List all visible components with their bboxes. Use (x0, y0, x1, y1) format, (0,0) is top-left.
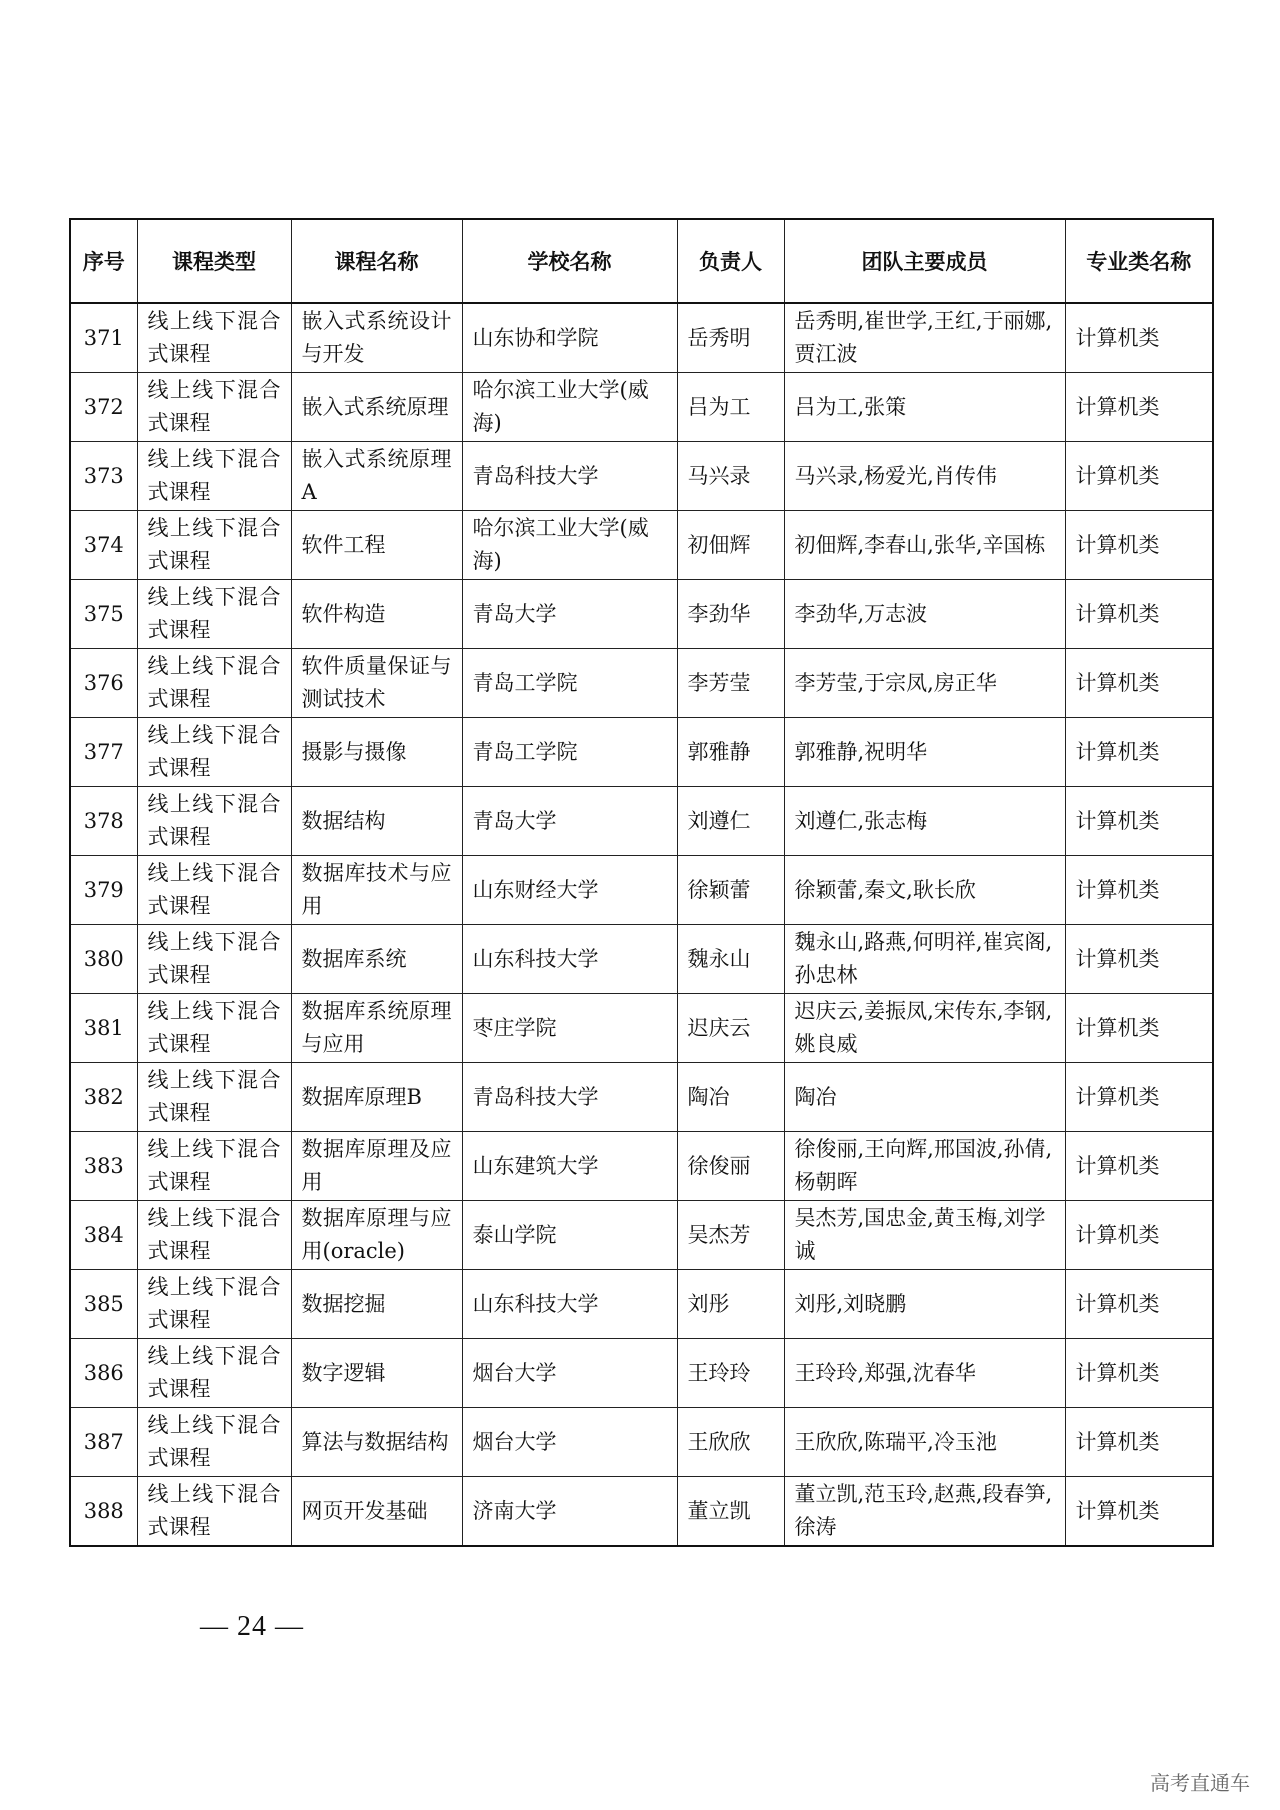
cell-no: 371 (70, 303, 137, 373)
cell-major: 计算机类 (1065, 856, 1213, 925)
cell-course: 数据库原理及应用 (291, 1132, 462, 1201)
cell-leader: 徐颖蕾 (677, 856, 784, 925)
cell-major: 计算机类 (1065, 442, 1213, 511)
cell-major: 计算机类 (1065, 1477, 1213, 1547)
cell-type: 线上线下混合式课程 (137, 580, 291, 649)
header-course: 课程名称 (291, 219, 462, 303)
course-table (69, 218, 1214, 1547)
table-row (70, 856, 1213, 925)
cell-leader: 迟庆云 (677, 994, 784, 1063)
cell-course: 数据挖掘 (291, 1270, 462, 1339)
cell-no: 382 (70, 1063, 137, 1132)
cell-course: 软件构造 (291, 580, 462, 649)
cell-type: 线上线下混合式课程 (137, 787, 291, 856)
cell-type: 线上线下混合式课程 (137, 442, 291, 511)
cell-course: 算法与数据结构 (291, 1408, 462, 1477)
header-members: 团队主要成员 (784, 219, 1065, 303)
cell-no: 381 (70, 994, 137, 1063)
cell-school: 青岛工学院 (462, 718, 677, 787)
cell-school: 青岛科技大学 (462, 1063, 677, 1132)
cell-type: 线上线下混合式课程 (137, 511, 291, 580)
cell-type: 线上线下混合式课程 (137, 1132, 291, 1201)
cell-school: 济南大学 (462, 1477, 677, 1547)
cell-school: 青岛大学 (462, 580, 677, 649)
cell-type: 线上线下混合式课程 (137, 856, 291, 925)
cell-no: 383 (70, 1132, 137, 1201)
cell-type: 线上线下混合式课程 (137, 925, 291, 994)
cell-members: 吴杰芳,国忠金,黄玉梅,刘学诚 (784, 1201, 1065, 1270)
header-no: 序号 (70, 219, 137, 303)
cell-leader: 陶冶 (677, 1063, 784, 1132)
table-row (70, 1339, 1213, 1408)
cell-type: 线上线下混合式课程 (137, 1063, 291, 1132)
cell-major: 计算机类 (1065, 1201, 1213, 1270)
cell-leader: 刘遵仁 (677, 787, 784, 856)
table-row (70, 1132, 1213, 1201)
table-row (70, 1270, 1213, 1339)
table-row (70, 925, 1213, 994)
cell-no: 387 (70, 1408, 137, 1477)
cell-school: 烟台大学 (462, 1339, 677, 1408)
cell-major: 计算机类 (1065, 580, 1213, 649)
table-row (70, 580, 1213, 649)
cell-type: 线上线下混合式课程 (137, 718, 291, 787)
table-row (70, 303, 1213, 373)
cell-leader: 王欣欣 (677, 1408, 784, 1477)
cell-school: 泰山学院 (462, 1201, 677, 1270)
cell-school: 青岛科技大学 (462, 442, 677, 511)
cell-course: 数据库系统原理与应用 (291, 994, 462, 1063)
cell-no: 372 (70, 373, 137, 442)
cell-leader: 初佃辉 (677, 511, 784, 580)
cell-members: 董立凯,范玉玲,赵燕,段春笋,徐涛 (784, 1477, 1065, 1547)
cell-type: 线上线下混合式课程 (137, 1477, 291, 1547)
cell-leader: 李芳莹 (677, 649, 784, 718)
cell-no: 375 (70, 580, 137, 649)
cell-leader: 郭雅静 (677, 718, 784, 787)
cell-leader: 吕为工 (677, 373, 784, 442)
cell-course: 网页开发基础 (291, 1477, 462, 1547)
table-row (70, 511, 1213, 580)
cell-type: 线上线下混合式课程 (137, 1339, 291, 1408)
page-number: — 24 — (200, 1611, 304, 1642)
cell-course: 数据库原理B (291, 1063, 462, 1132)
table-row (70, 994, 1213, 1063)
cell-no: 373 (70, 442, 137, 511)
cell-no: 380 (70, 925, 137, 994)
cell-major: 计算机类 (1065, 994, 1213, 1063)
header-leader: 负责人 (677, 219, 784, 303)
cell-members: 徐颖蕾,秦文,耿长欣 (784, 856, 1065, 925)
cell-type: 线上线下混合式课程 (137, 1201, 291, 1270)
cell-school: 山东建筑大学 (462, 1132, 677, 1201)
table-row (70, 1408, 1213, 1477)
cell-members: 初佃辉,李春山,张华,辛国栋 (784, 511, 1065, 580)
cell-members: 魏永山,路燕,何明祥,崔宾阁,孙忠林 (784, 925, 1065, 994)
cell-leader: 李劲华 (677, 580, 784, 649)
cell-school: 哈尔滨工业大学(威海) (462, 511, 677, 580)
cell-leader: 魏永山 (677, 925, 784, 994)
cell-members: 王欣欣,陈瑞平,冷玉池 (784, 1408, 1065, 1477)
cell-no: 385 (70, 1270, 137, 1339)
cell-course: 软件质量保证与测试技术 (291, 649, 462, 718)
cell-type: 线上线下混合式课程 (137, 1270, 291, 1339)
cell-members: 王玲玲,郑强,沈春华 (784, 1339, 1065, 1408)
cell-school: 哈尔滨工业大学(威海) (462, 373, 677, 442)
table-row (70, 787, 1213, 856)
watermark: 高考直通车 (1150, 1771, 1250, 1795)
cell-no: 377 (70, 718, 137, 787)
cell-major: 计算机类 (1065, 373, 1213, 442)
cell-members: 陶冶 (784, 1063, 1065, 1132)
cell-leader: 马兴录 (677, 442, 784, 511)
cell-major: 计算机类 (1065, 925, 1213, 994)
cell-school: 烟台大学 (462, 1408, 677, 1477)
cell-school: 山东科技大学 (462, 1270, 677, 1339)
cell-no: 379 (70, 856, 137, 925)
cell-members: 李劲华,万志波 (784, 580, 1065, 649)
cell-members: 李芳莹,于宗凤,房正华 (784, 649, 1065, 718)
table-body (70, 303, 1213, 1546)
cell-major: 计算机类 (1065, 1408, 1213, 1477)
cell-course: 数据库系统 (291, 925, 462, 994)
cell-course: 软件工程 (291, 511, 462, 580)
cell-no: 378 (70, 787, 137, 856)
cell-members: 刘遵仁,张志梅 (784, 787, 1065, 856)
cell-leader: 董立凯 (677, 1477, 784, 1547)
table-row (70, 1201, 1213, 1270)
cell-course: 嵌入式系统原理A (291, 442, 462, 511)
table-row (70, 373, 1213, 442)
cell-leader: 岳秀明 (677, 303, 784, 373)
cell-no: 374 (70, 511, 137, 580)
table-header-row (70, 219, 1213, 303)
cell-major: 计算机类 (1065, 787, 1213, 856)
cell-school: 青岛大学 (462, 787, 677, 856)
table-row (70, 1477, 1213, 1547)
cell-major: 计算机类 (1065, 1339, 1213, 1408)
cell-members: 马兴录,杨爱光,肖传伟 (784, 442, 1065, 511)
cell-members: 郭雅静,祝明华 (784, 718, 1065, 787)
cell-type: 线上线下混合式课程 (137, 994, 291, 1063)
cell-course: 数据库原理与应用(oracle) (291, 1201, 462, 1270)
table-row (70, 442, 1213, 511)
cell-major: 计算机类 (1065, 511, 1213, 580)
cell-course: 数据结构 (291, 787, 462, 856)
cell-type: 线上线下混合式课程 (137, 649, 291, 718)
cell-major: 计算机类 (1065, 718, 1213, 787)
cell-leader: 王玲玲 (677, 1339, 784, 1408)
cell-school: 青岛工学院 (462, 649, 677, 718)
cell-course: 数字逻辑 (291, 1339, 462, 1408)
cell-school: 山东协和学院 (462, 303, 677, 373)
cell-type: 线上线下混合式课程 (137, 373, 291, 442)
cell-leader: 刘彤 (677, 1270, 784, 1339)
cell-type: 线上线下混合式课程 (137, 1408, 291, 1477)
cell-major: 计算机类 (1065, 303, 1213, 373)
cell-school: 山东科技大学 (462, 925, 677, 994)
cell-no: 386 (70, 1339, 137, 1408)
cell-members: 迟庆云,姜振凤,宋传东,李钢,姚良威 (784, 994, 1065, 1063)
header-type: 课程类型 (137, 219, 291, 303)
cell-school: 山东财经大学 (462, 856, 677, 925)
cell-major: 计算机类 (1065, 649, 1213, 718)
cell-major: 计算机类 (1065, 1063, 1213, 1132)
cell-course: 嵌入式系统设计与开发 (291, 303, 462, 373)
cell-type: 线上线下混合式课程 (137, 303, 291, 373)
table-row (70, 718, 1213, 787)
cell-leader: 徐俊丽 (677, 1132, 784, 1201)
cell-no: 384 (70, 1201, 137, 1270)
table-row (70, 649, 1213, 718)
cell-members: 徐俊丽,王向辉,邢国波,孙倩,杨朝晖 (784, 1132, 1065, 1201)
cell-members: 吕为工,张策 (784, 373, 1065, 442)
cell-major: 计算机类 (1065, 1132, 1213, 1201)
cell-course: 数据库技术与应用 (291, 856, 462, 925)
header-school: 学校名称 (462, 219, 677, 303)
cell-course: 嵌入式系统原理 (291, 373, 462, 442)
header-major: 专业类名称 (1065, 219, 1213, 303)
table-row (70, 1063, 1213, 1132)
cell-leader: 吴杰芳 (677, 1201, 784, 1270)
cell-members: 刘彤,刘晓鹏 (784, 1270, 1065, 1339)
cell-no: 376 (70, 649, 137, 718)
cell-major: 计算机类 (1065, 1270, 1213, 1339)
cell-no: 388 (70, 1477, 137, 1547)
cell-school: 枣庄学院 (462, 994, 677, 1063)
cell-members: 岳秀明,崔世学,王红,于丽娜,贾江波 (784, 303, 1065, 373)
cell-course: 摄影与摄像 (291, 718, 462, 787)
